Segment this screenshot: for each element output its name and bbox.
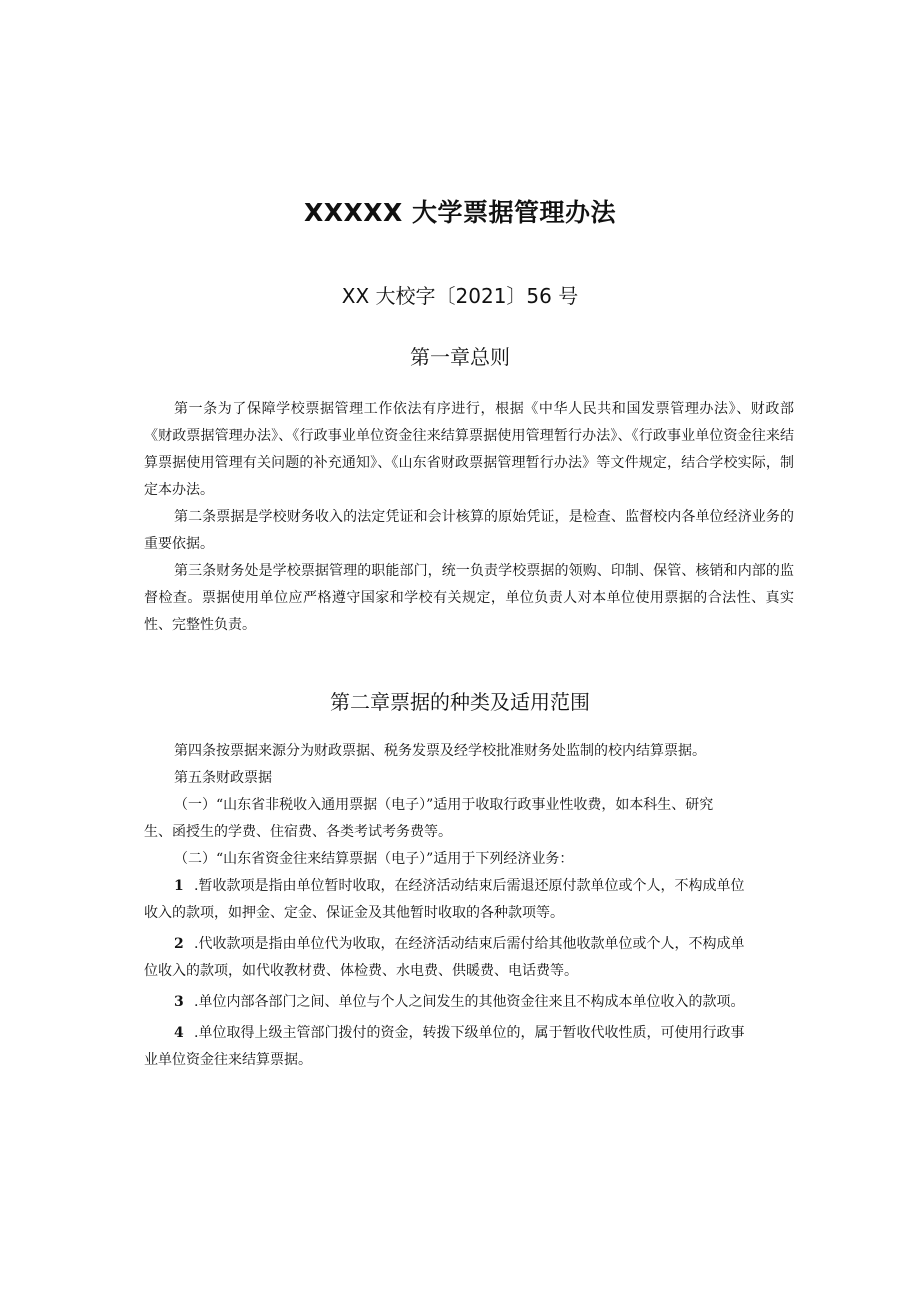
sub-item-4-line-1: [144, 1020, 794, 1047]
article-5: 第五条财政票据: [174, 770, 272, 786]
sub-item-2-line-2: 位收入的款项，如代收教材费、体检费、水电费、供暖费、电话费等。: [144, 963, 578, 979]
item-1-line-1: （一）“山东省非税收入通用票据（电子）”适用于收取行政事业性收费，如本科生、研究: [174, 797, 714, 813]
sub-item-2-number: 2: [174, 936, 184, 952]
item-1-line-2: 生、函授生的学费、住宿费、各类考试考务费等。: [144, 824, 452, 840]
sub-item-2-text: .代收款项是指由单位代为收取，在经济活动结束后需付给其他收款单位或个人，不构成单: [194, 936, 745, 952]
article-4: 第四条按票据来源分为财政票据、税务发票及经学校批准财务处监制的校内结算票据。: [174, 743, 706, 759]
document-number: XX 大校字〔2021〕56 号: [341, 284, 579, 308]
sub-item-3-number: 3: [174, 994, 184, 1010]
article-2: 第二条票据是学校财务收入的法定凭证和会计核算的原始凭证，是检查、监督校内各单位经济业务的重要依据。: [144, 509, 794, 552]
article-1: 第一条为了保障学校票据管理工作依法有序进行，根据《中华人民共和国发票管理办法》、财政部《财政票据管理办法》、《行政事业单位资金往来结算票据使用管理暂行办法》、《行政事业单位资金往来结算票据使用管理有关问题的补充通知》、《山东省财政票据管理暂行办法》等文件规定，结合学校实际，制定本办法。: [144, 401, 794, 498]
sub-item-1-text: .暂收款项是指由单位暂时收取，在经济活动结束后需退还原付款单位或个人，不构成单位: [194, 878, 745, 894]
sub-item-1-line-1: [144, 873, 794, 900]
chapter-2-heading: 第二章票据的种类及适用范围: [330, 690, 590, 714]
chapter-1-body: [144, 396, 794, 639]
sub-item-1-line-2: 收入的款项，如押金、定金、保证金及其他暂时收取的各种款项等。: [144, 905, 564, 921]
sub-item-3-text: .单位内部各部门之间、单位与个人之间发生的其他资金往来且不构成本单位收入的款项。: [194, 994, 745, 1010]
sub-item-1-number: 1: [174, 878, 184, 894]
document-title: XXXXX 大学票据管理办法: [303, 198, 617, 227]
sub-item-4-line-2: 业单位资金往来结算票据。: [144, 1052, 312, 1068]
sub-item-3-line-1: [144, 989, 794, 1016]
chapter-2-body: [144, 738, 794, 1074]
chapter-1-heading: 第一章总则: [410, 345, 510, 369]
sub-item-4-text: .单位取得上级主管部门拨付的资金，转拨下级单位的，属于暂收代收性质，可使用行政事: [194, 1025, 745, 1041]
sub-item-4-number: 4: [174, 1025, 184, 1041]
article-3: 第三条财务处是学校票据管理的职能部门，统一负责学校票据的领购、印制、保管、核销和内部的监督检查。票据使用单位应严格遵守国家和学校有关规定，单位负责人对本单位使用票据的合法性、真实性、完整性负责。: [144, 563, 794, 633]
sub-item-2-line-1: [144, 931, 794, 958]
item-2: （二）“山东省资金往来结算票据（电子）”适用于下列经济业务：: [174, 851, 574, 867]
